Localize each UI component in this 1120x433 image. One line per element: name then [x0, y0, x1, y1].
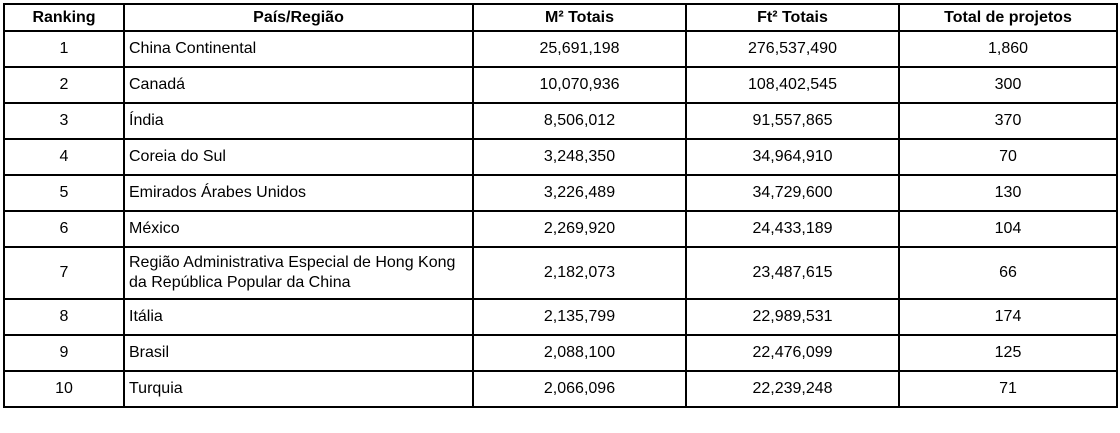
- table-row: [4, 211, 1117, 247]
- table-row: [4, 371, 1117, 407]
- cell-ft2: 23,487,615: [686, 247, 899, 299]
- header-m2: M² Totais: [473, 4, 686, 31]
- table-row: [4, 335, 1117, 371]
- header-ft2: Ft² Totais: [686, 4, 899, 31]
- table-row: [4, 247, 1117, 299]
- cell-ft2: 91,557,865: [686, 103, 899, 139]
- header-country: País/Região: [124, 4, 473, 31]
- cell-rank: 1: [4, 31, 124, 67]
- cell-rank: 3: [4, 103, 124, 139]
- cell-projects: 66: [899, 247, 1117, 299]
- header-projects: Total de projetos: [899, 4, 1117, 31]
- cell-ft2: 34,729,600: [686, 175, 899, 211]
- cell-rank: 10: [4, 371, 124, 407]
- cell-country: Emirados Árabes Unidos: [124, 175, 473, 211]
- cell-projects: 104: [899, 211, 1117, 247]
- cell-projects: 174: [899, 299, 1117, 335]
- cell-ft2: 108,402,545: [686, 67, 899, 103]
- cell-ft2: 22,476,099: [686, 335, 899, 371]
- table-row: [4, 103, 1117, 139]
- ranking-table: [3, 3, 1118, 408]
- cell-m2: 25,691,198: [473, 31, 686, 67]
- cell-projects: 1,860: [899, 31, 1117, 67]
- table-row: [4, 31, 1117, 67]
- cell-country: México: [124, 211, 473, 247]
- cell-rank: 5: [4, 175, 124, 211]
- cell-projects: 130: [899, 175, 1117, 211]
- cell-country: Canadá: [124, 67, 473, 103]
- cell-rank: 4: [4, 139, 124, 175]
- cell-m2: 3,248,350: [473, 139, 686, 175]
- cell-country: Índia: [124, 103, 473, 139]
- cell-m2: 2,182,073: [473, 247, 686, 299]
- cell-country: Turquia: [124, 371, 473, 407]
- cell-m2: 10,070,936: [473, 67, 686, 103]
- cell-ft2: 34,964,910: [686, 139, 899, 175]
- cell-m2: 2,088,100: [473, 335, 686, 371]
- cell-ft2: 22,989,531: [686, 299, 899, 335]
- table-row: [4, 175, 1117, 211]
- cell-rank: 6: [4, 211, 124, 247]
- cell-m2: 8,506,012: [473, 103, 686, 139]
- cell-projects: 370: [899, 103, 1117, 139]
- cell-m2: 2,066,096: [473, 371, 686, 407]
- table-row: [4, 139, 1117, 175]
- cell-rank: 8: [4, 299, 124, 335]
- table-row: [4, 299, 1117, 335]
- cell-ft2: 276,537,490: [686, 31, 899, 67]
- cell-projects: 71: [899, 371, 1117, 407]
- cell-ft2: 24,433,189: [686, 211, 899, 247]
- cell-ft2: 22,239,248: [686, 371, 899, 407]
- header-row: [4, 4, 1117, 31]
- cell-m2: 2,269,920: [473, 211, 686, 247]
- cell-country: Brasil: [124, 335, 473, 371]
- cell-rank: 9: [4, 335, 124, 371]
- cell-rank: 2: [4, 67, 124, 103]
- cell-projects: 300: [899, 67, 1117, 103]
- cell-m2: 2,135,799: [473, 299, 686, 335]
- cell-projects: 70: [899, 139, 1117, 175]
- cell-country: Coreia do Sul: [124, 139, 473, 175]
- cell-rank: 7: [4, 247, 124, 299]
- cell-m2: 3,226,489: [473, 175, 686, 211]
- cell-country: Região Administrativa Especial de Hong Kong da República Popular da China: [124, 247, 473, 299]
- cell-projects: 125: [899, 335, 1117, 371]
- cell-country: China Continental: [124, 31, 473, 67]
- table-row: [4, 67, 1117, 103]
- header-ranking: Ranking: [4, 4, 124, 31]
- cell-country: Itália: [124, 299, 473, 335]
